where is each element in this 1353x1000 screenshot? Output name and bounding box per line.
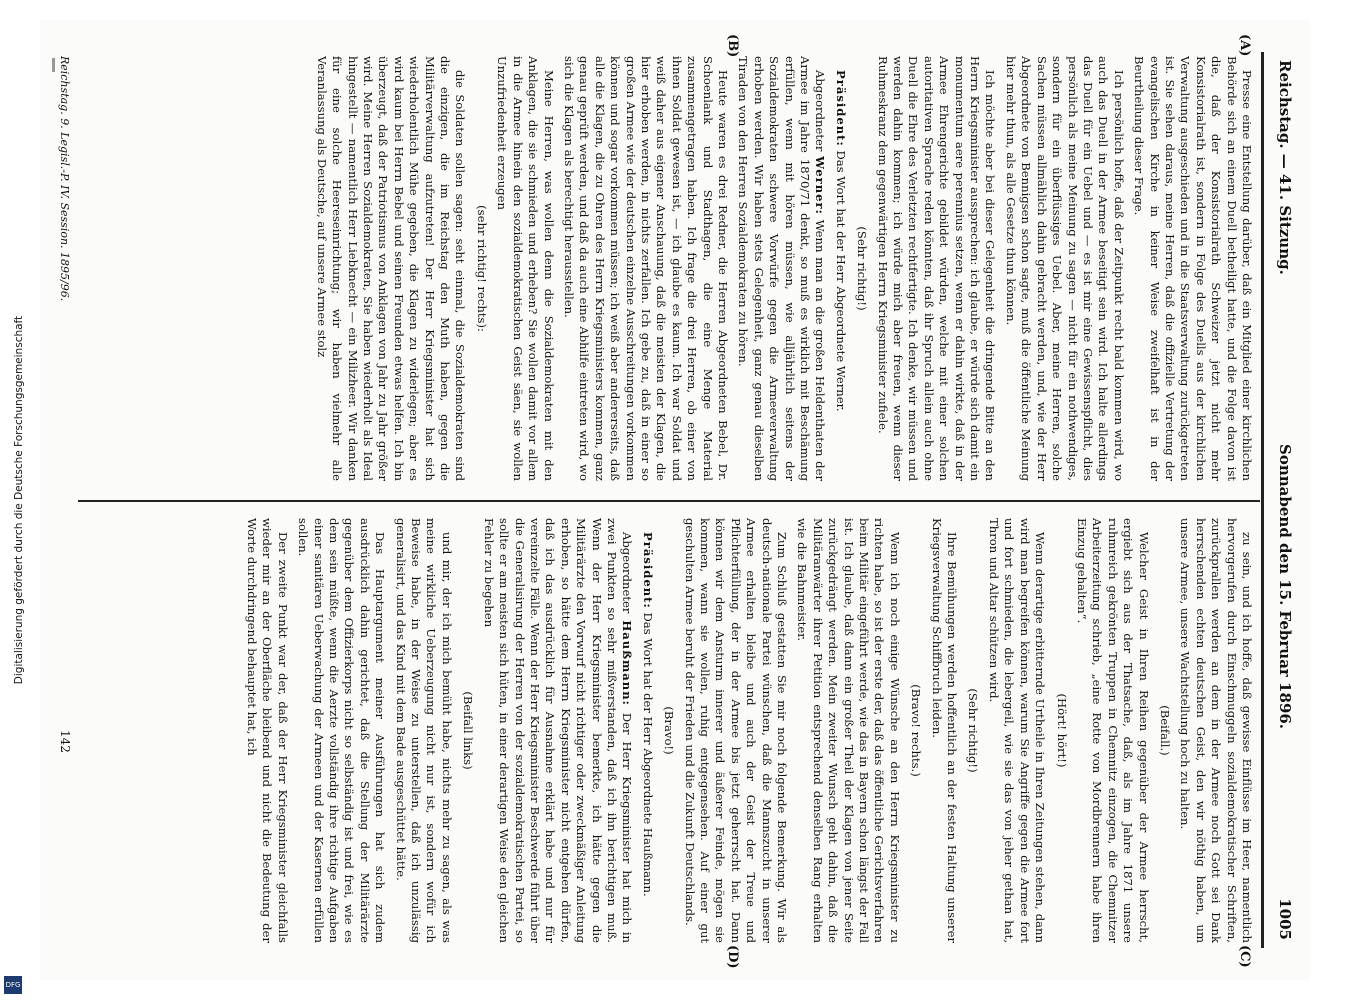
right-paragraph: Welcher Geist in Ihren Reihen gegenüber der Armee herrscht, ergiebt sich aus der Thatsache, daß, als im Jahre 1871 unsere ruhmreich gekrönten Truppen in Chemnitz einzogen, die Chemnitzer Arbeiterzeitung schrieb, „eine Rotte von Mordbrennern habe ihren Einzug gehalten“.	[1074, 518, 1151, 943]
speaker-line	[832, 56, 847, 481]
speaker-text: Das Wort hat der Herr Abgeordnete Werner.	[833, 150, 848, 412]
applause-note: (Sehr richtig!)	[966, 688, 981, 773]
folio-number: 142	[58, 730, 72, 753]
scan-mark	[52, 58, 55, 72]
speaker-label: Präsident:	[640, 532, 655, 609]
page-header	[1266, 60, 1294, 940]
side-note-text: Digitalisierung gefördert durch die Deutsche Forschungsgemeinschaft	[13, 315, 25, 685]
applause-note: (Bravo!)	[662, 706, 677, 755]
speaker-line	[639, 518, 654, 943]
applause-note: (sehr richtig! rechts):	[474, 205, 489, 332]
left-paragraph: Presse eine Entstellung darüber, daß ein Mitglied einer kirchlichen Behörde sich an einem Duell betheiligt hatte, und die Folge davon ist die, daß der Konsistorialrath Schweizer jetzt nicht mehr Konsistorialrath ist, sondern in Folge des Duells aus der kirchlichen Verwaltung ausgeschieden und in die Staatsverwaltung zurückgetreten ist. Sie sehen daraus, meine Herren, daß die offizielle Vertretung der evangelischen Kirche in keiner Weise zweifelhaft ist in der Beurtheilung dieser Frage.	[1132, 56, 1254, 481]
dfg-logo: DFG	[4, 976, 22, 994]
right-paragraph: und mir, der ich mich bemüht habe, nichts mehr zu sagen, als was meine wirkliche Ueberzeugung nicht nur ist, sondern wofür ich Beweise habe, in der Weise zu unterstellen, daß ich unzulässig generalisirt, und das Kind mit dem Bade ausgeschüttet hätte.	[393, 518, 454, 943]
right-paragraph: Ihre Bemühungen werden hoffentlich an der festen Haltung unserer Kriegsverwaltung Schiffbruch leiden.	[929, 518, 960, 943]
left-paragraph: die Soldaten sollen sagen: seht einmal, die Sozialdemokraten sind die einzigen, die im Reichstag den Muth haben, gegen die Militärverwaltung aufzutreten! Der Herr Kriegsminister hat sich wiederholentlich Mühe gegeben, die Klagen zu widerlegen; aber es wird kaum bei Herrn Bebel und seinen Freunden etwas helfen. Ich bin überzeugt, daß der Patriotismus von Anklagen von Jahr zu Jahr größer wird. Meine Herren Sozialdemokraten, Sie haben wiederholt als Ideal hingestellt — namentlich Herr Liebknecht — ein Milizheer. Wir danken für eine solche Heereseinrichtung; wir haben vielmehr alle Veranlassung als Deutsche, auf unsere Armee stolz	[314, 56, 468, 481]
speaker-intro: Abgeordneter	[813, 70, 828, 152]
page-number: 1005	[1276, 898, 1294, 940]
speaker-text: Das Wort hat der Herr Abgeordnete Haußmann.	[640, 612, 655, 897]
speaker-intro: Abgeordneter	[620, 532, 635, 614]
marker-a: (A)	[1237, 34, 1252, 57]
speaker-name: Werner:	[813, 156, 828, 215]
left-paragraph: Ich möchte aber bei dieser Gelegenheit die dringende Bitte an den Herrn Kriegsminister aussprechen: ich glaube, er würde sich damit ein monumentum aere perennius setzen, wenn er dahin wirkte, daß in der Armee Ehrengerichte gebildet würden, welche mit einer solchen autoritativen Sprache reden könnten, daß ihr Spruch allein auch ohne Duell die Ehre des Verletzten rechtfertigte. Ich denke, wir müssen und werden dahin kommen; ich würde mich aber freuen, wenn dieser Ruhmeskranz dem gegenwärtigen Herrn Kriegsminister zufiele.	[875, 56, 998, 481]
left-paragraph: Heute waren es drei Redner, die Herren Abgeordneten Bebel, Dr. Schoenlank und Stadthagen, die eine Menge Material zusammengetragen haben. Ich frage die drei Herren, ob einer von ihnen Soldat gewesen ist, — ich glaube es kaum. Ich war Soldat und weiß daher aus eigener Anschauung, daß die meisten der Klagen, die hier erhoben werden, in nichts zerfallen. Ich gebe zu, daß in einer so großen Armee wie der deutschen einzelne Ausschreitungen vorkommen können und sogar vorkommen müssen; ich weiß aber andererseits, daß alle die Klagen, die zu Ohren des Herrn Kriegsministers kommen, ganz genau geprüft werden, und daß da auch eine Abhilfe eintreten wird, wo sich die Klagen als berechtigt herausstellen.	[561, 56, 730, 481]
right-paragraph: Das Hauptargument meiner Ausführungen hat sich zudem ausdrücklich dahin gerichtet, daß die Stellung der Militärärzte gegenüber dem Offizierkorps nicht so selbständig ist und frei, wie es dem sein müßte, wenn die Aerzte vollständig ihre richtige Aufgaben einer sanitären Ueberwachung der Armeen und der Kasernen erfüllen sollen.	[296, 518, 388, 943]
applause-note: (Sehr richtig!)	[855, 226, 870, 311]
left-column	[90, 56, 1254, 481]
speech-text: Der Herr Kriegsminister hat mich in zwei Punkten so sehr mißverstanden, daß ich ihn berichtigen muß. Wenn der Herr Kriegsminister bemerkte, ich hätte gegen die Militärärzte den Vorwurf nicht richtiger oder zweckmäßiger Anleitung erhoben, so hätte dem Herrn Kriegsminister nicht entgehen dürfen, daß ich das ausdrücklich für Ausnahme erklärt habe und nur für vereinzelte Fälle. Wenn der Herr Kriegsminister Beschwerde führt über die Generalisirung der Herren von der sozialdemokratischen Partei, so sollte er am meisten sich hüten, in einer derartigen Weise den gleichen Fehler zu begehen	[481, 518, 635, 943]
right-paragraph: Zum Schluß gestatten Sie mir noch folgende Bemerkung. Wir als deutsch-nationale Partei wünschen, daß die Mannszucht in unserer Armee erhalten bleibe und auch der Geist der Treue und Pflichterfüllung, der in der Armee bis jetzt geherrscht hat. Dann können wir dem Ansturm innerer und äußerer Feinde, mögen sie kommen, wann sie wollen, ruhig entgegensehen. Auf einer gut geschulten Armee beruht der Frieden und die Zukunft Deutschlands.	[682, 518, 790, 943]
applause-note: (Beifall.)	[1157, 705, 1172, 756]
speech-text: Wenn man an die großen Heldenthaten der Armee im Jahre 1870/71 denkt, so muß es wirklich mit Beschämung erfüllen, wenn mit hören müssen, wie alljährlich seitens der Sozialdemokraten schwere Vorwürfe gegen die Armeeverwaltung erhoben werden. Wir haben stets Gelegenheit, ganz genau dieselben Tiraden von den Herren Sozialdemokraten zu hören.	[736, 56, 828, 481]
side-note	[2, 40, 36, 960]
applause-note: (Beifall links)	[461, 691, 476, 770]
speech-paragraph	[735, 56, 827, 481]
speech-paragraph	[480, 518, 634, 943]
scanned-page	[40, 20, 1310, 980]
right-paragraph: zu sein, und ich hoffe, daß gewisse Einflüsse im Heer, namentlich hervorgerufen durch Einschmuggeln sozialdemokratischer Schriften, zurückprallen werden an dem in der Armee noch Gott sei Dank herrschenden echten deutschen Geist, den wir nöthig haben, um unsere Armee, unsere Wachtstellung hoch zu halten.	[1178, 518, 1254, 943]
marker-b: (B)	[725, 34, 740, 58]
right-column	[90, 518, 1254, 943]
applause-note: (Hört! hört!)	[1054, 693, 1069, 768]
header-date: Sonnabend den 15. Februar 1896.	[1276, 444, 1294, 730]
right-paragraph: Wenn derartige erbitternde Urtheile in Ihren Zeitungen stehen, dann wird man begreifen können, warum Sie Angriffe gegen die Armee fort und fort schmieden, die lebergeil, wie sie das von jeher gethan hat, Thron und Altar schützen wird.	[986, 518, 1048, 943]
header-rule	[1261, 52, 1264, 948]
marker-d: (D)	[725, 945, 740, 969]
marker-c: (C)	[1237, 945, 1252, 968]
applause-note: (Bravo! rechts.)	[909, 684, 924, 777]
speaker-name: Haußmann:	[620, 620, 635, 706]
right-paragraph: Wenn ich noch einige Wünsche an den Herrn Kriegsminister zu richten habe, so ist der erste der, daß das öffentliche Gerichtsverfahren beim Militär eingeführt werde, wie das in Bayern schon längst der Fall ist. Ich glaube, daß dann ein großer Theil der Klagen von jener Seite zurückgedrängt werden. Mein zweiter Wunsch geht dahin, daß die Militäranwärter ihrer Petition entsprechend denselben Rang erhalten wie die Bahnmeister.	[795, 518, 902, 943]
rotated-page-content	[50, 30, 1300, 970]
right-paragraph: Der zweite Punkt war der, daß der Herr Kriegsminister gleichfalls wieder mir an der Oberfläche bleibend und nicht die Bedeutung der Worte durchdringend behauptet hat, ich	[245, 518, 290, 943]
header-left: Reichstag. — 41. Sitzung.	[1276, 60, 1294, 275]
left-paragraph: Meine Herren, was wollen denn die Sozialdemokraten mit den Anklagen, die sie schmieden und erheben? Sie wollen damit vor allem in die Armee hinein den sozialdemokratischen Geist säen, sie wollen Unzufriedenheit erzeugen	[495, 56, 556, 481]
speaker-label: Präsident:	[833, 70, 848, 147]
footer-citation: Reichstag. 9. Legisl.-P. IV. Session. 1895/96.	[58, 56, 71, 302]
left-paragraph: Ich persönlich hoffe, daß der Zeitpunkt recht bald kommen wird, wo auch das Duell in der Armee beseitigt sein wird. Ich halte allerdings das Duell für ein Uebel und — es ist mir eine Gewissenspflicht, dies persönlich als meine Meinung zu sagen — nicht für ein nothwendiges, sondern für ein überflüssiges Uebel. Aber, meine Herren, solche Sachen müssen allmählich dahin gebracht werden, und, wie der Herr Abgeordnete von Bennigsen schon sagte, muß die öffentliche Meinung hier mehr thun, als alle Gesetze thun können.	[1003, 56, 1126, 481]
column-divider	[78, 500, 1260, 502]
